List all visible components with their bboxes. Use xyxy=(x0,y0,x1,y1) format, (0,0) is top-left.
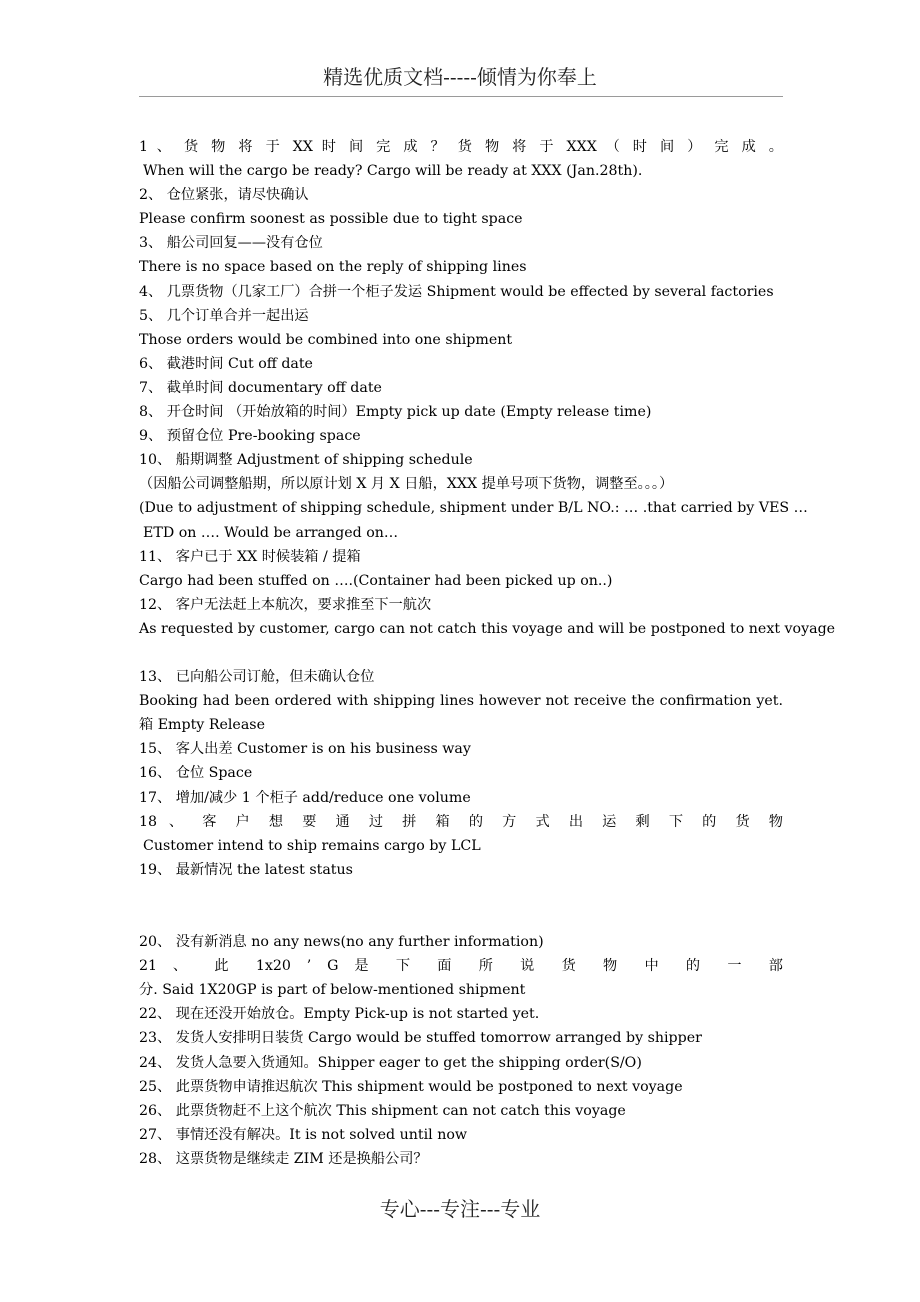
text-line: 17、 增加/减少 1 个柜子 add/reduce one volume xyxy=(139,789,471,806)
text-line: Customer intend to ship remains cargo by LCL xyxy=(143,837,481,854)
text-line: 20、 没有新消息 no any news(no any further information) xyxy=(139,934,544,951)
text-line: 2、 仓位紧张，请尽快确认 xyxy=(139,187,309,204)
page-header: 精选优质文档-----倾情为你奉上 xyxy=(323,65,597,89)
text-line: 3、 船公司回复——没有仓位 xyxy=(139,235,323,252)
blank-line xyxy=(139,906,783,930)
blank-line xyxy=(139,641,783,665)
text-line: 6、 截港时间 Cut off date xyxy=(139,355,313,372)
text-line: 28、 这票货物是继续走 ZIM 还是换船公司？ xyxy=(139,1150,428,1167)
text-line: 分. Said 1X20GP is part of below-mentioned shipment xyxy=(139,982,526,999)
document-body xyxy=(139,135,836,1171)
text-line: As requested by customer, cargo can not catch this voyage and will be postponed to next voyage xyxy=(139,620,836,637)
text-line: (Due to adjustment of shipping schedule, shipment under B/L NO.: … .that carried by VES … xyxy=(139,500,808,517)
header-divider xyxy=(139,96,783,97)
text-line: 18 、 客 户 想 要 通 过 拼 箱 的 方 式 出 运 剩 下 的 货 物 xyxy=(139,813,783,830)
text-line: 19、 最新情况 the latest status xyxy=(139,861,353,878)
text-line: 15、 客人出差 Customer is on his business way xyxy=(139,741,471,758)
text-line: 26、 此票货物赶不上这个航次 This shipment can not catch this voyage xyxy=(139,1102,626,1119)
text-line: When will the cargo be ready? Cargo will be ready at XXX (Jan.28th). xyxy=(143,163,643,180)
text-line: Cargo had been stuffed on ….(Container had been picked up on..) xyxy=(139,572,613,589)
text-line: 27、 事情还没有解决。It is not solved until now xyxy=(139,1126,468,1143)
text-line: 22、 现在还没开始放仓。Empty Pick-up is not started yet. xyxy=(139,1006,540,1023)
text-line: 4、 几票货物（几家工厂）合拼一个柜子发运 Shipment would be effected by several factories xyxy=(139,283,774,300)
page-footer: 专心---专注---专业 xyxy=(379,1197,541,1221)
text-line: ETD on …. Would be arranged on… xyxy=(143,524,399,541)
text-line: （因船公司调整船期，所以原计划 X 月 X 日船，XXX 提单号项下货物，调整至。。。） xyxy=(139,476,674,493)
text-line: 25、 此票货物申请推迟航次 This shipment would be postponed to next voyage xyxy=(139,1078,683,1095)
text-line: Those orders would be combined into one shipment xyxy=(139,331,513,348)
text-line: 21 、 此 1x20 ’ G 是 下 面 所 说 货 物 中 的 一 部 xyxy=(139,958,783,975)
text-line: 1 、 货 物 将 于 XX 时 间 完 成 ？ 货 物 将 于 XXX （ 时 间 ） 完 成 。 xyxy=(139,139,783,155)
blank-line xyxy=(139,882,783,906)
text-line: 7、 截单时间 documentary off date xyxy=(139,379,382,396)
text-line: 23、 发货人安排明日装货 Cargo would be stuffed tomorrow arranged by shipper xyxy=(139,1030,702,1047)
text-line: Please confirm soonest as possible due to tight space xyxy=(139,211,523,228)
text-line: 13、 已向船公司订舱，但未确认仓位 xyxy=(139,669,375,686)
text-line: 12、 客户无法赶上本航次，要求推至下一航次 xyxy=(139,596,432,613)
text-line: 9、 预留仓位 Pre-booking space xyxy=(139,428,361,445)
text-line: 8、 开仓时间 （开始放箱的时间）Empty pick up date (Empty release time) xyxy=(139,404,652,421)
text-line: 24、 发货人急要入货通知。Shipper eager to get the shipping order(S/O) xyxy=(139,1054,642,1071)
text-line: 10、 船期调整 Adjustment of shipping schedule xyxy=(139,452,473,469)
text-line: 箱 Empty Release xyxy=(139,717,265,734)
text-line: 5、 几个订单合并一起出运 xyxy=(139,307,309,324)
text-line: Booking had been ordered with shipping lines however not receive the confirmation yet. xyxy=(139,693,783,710)
text-line: 16、 仓位 Space xyxy=(139,765,253,782)
text-line: There is no space based on the reply of shipping lines xyxy=(139,259,527,276)
text-line: 11、 客户已于 XX 时候装箱 / 提箱 xyxy=(139,548,361,565)
